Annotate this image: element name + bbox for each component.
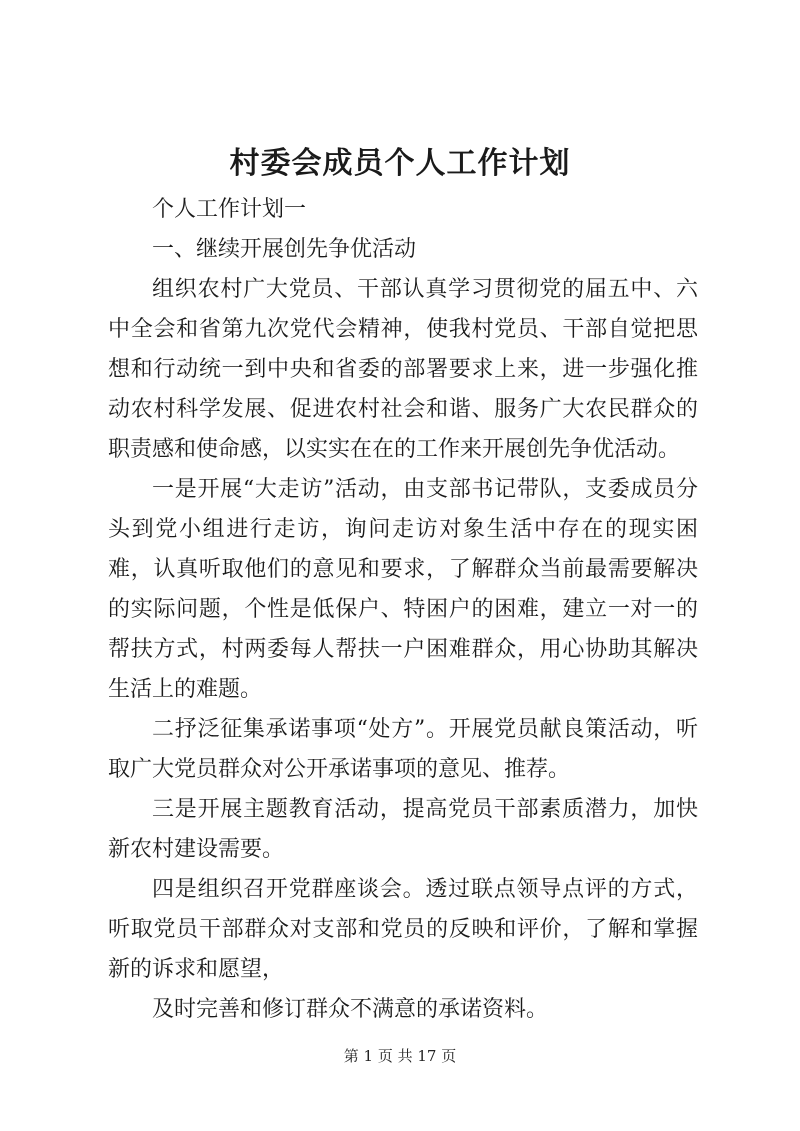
- paragraph: 三是开展主题教育活动，提高党员干部素质潜力，加快新农村建设需要。: [108, 797, 698, 862]
- page-number-footer: 第 1 页 共 17 页: [343, 1047, 457, 1065]
- paragraph: 二抒泛征集承诺事项“处方”。开展党员献良策活动，听取广大党员群众对公开承诺事项的意见、推荐。: [108, 717, 698, 782]
- document-title: 村委会成员个人工作计划: [229, 146, 571, 181]
- paragraph-plan-heading: 个人工作计划一: [152, 197, 307, 222]
- paragraph: 四是组织召开党群座谈会。透过联点领导点评的方式，听取党员干部群众对支部和党员的反映和评价，了解和掌握新的诉求和愿望，: [108, 877, 698, 982]
- paragraph: 一是开展“大走访”活动，由支部书记带队，支委成员分头到党小组进行走访，询问走访对象生活中存在的现实困难，认真听取他们的意见和要求，了解群众当前最需要解决的实际问题，个性是低保户、特困户的困难，建立一对一的帮扶方式，村两委每人帮扶一户困难群众，用心协助其解决生活上的难题。: [108, 477, 698, 702]
- paragraph: 组织农村广大党员、干部认真学习贯彻党的届五中、六中全会和省第九次党代会精神，使我村党员、干部自觉把思想和行动统一到中央和省委的部署要求上来，进一步强化推动农村科学发展、促进农村社会和谐、服务广大农民群众的职责感和使命感，以实实在在的工作来开展创先争优活动。: [108, 277, 698, 462]
- paragraph-section-heading: 一、继续开展创先争优活动: [152, 237, 417, 262]
- paragraph: 及时完善和修订群众不满意的承诺资料。: [152, 997, 549, 1022]
- document-body: [108, 190, 698, 1030]
